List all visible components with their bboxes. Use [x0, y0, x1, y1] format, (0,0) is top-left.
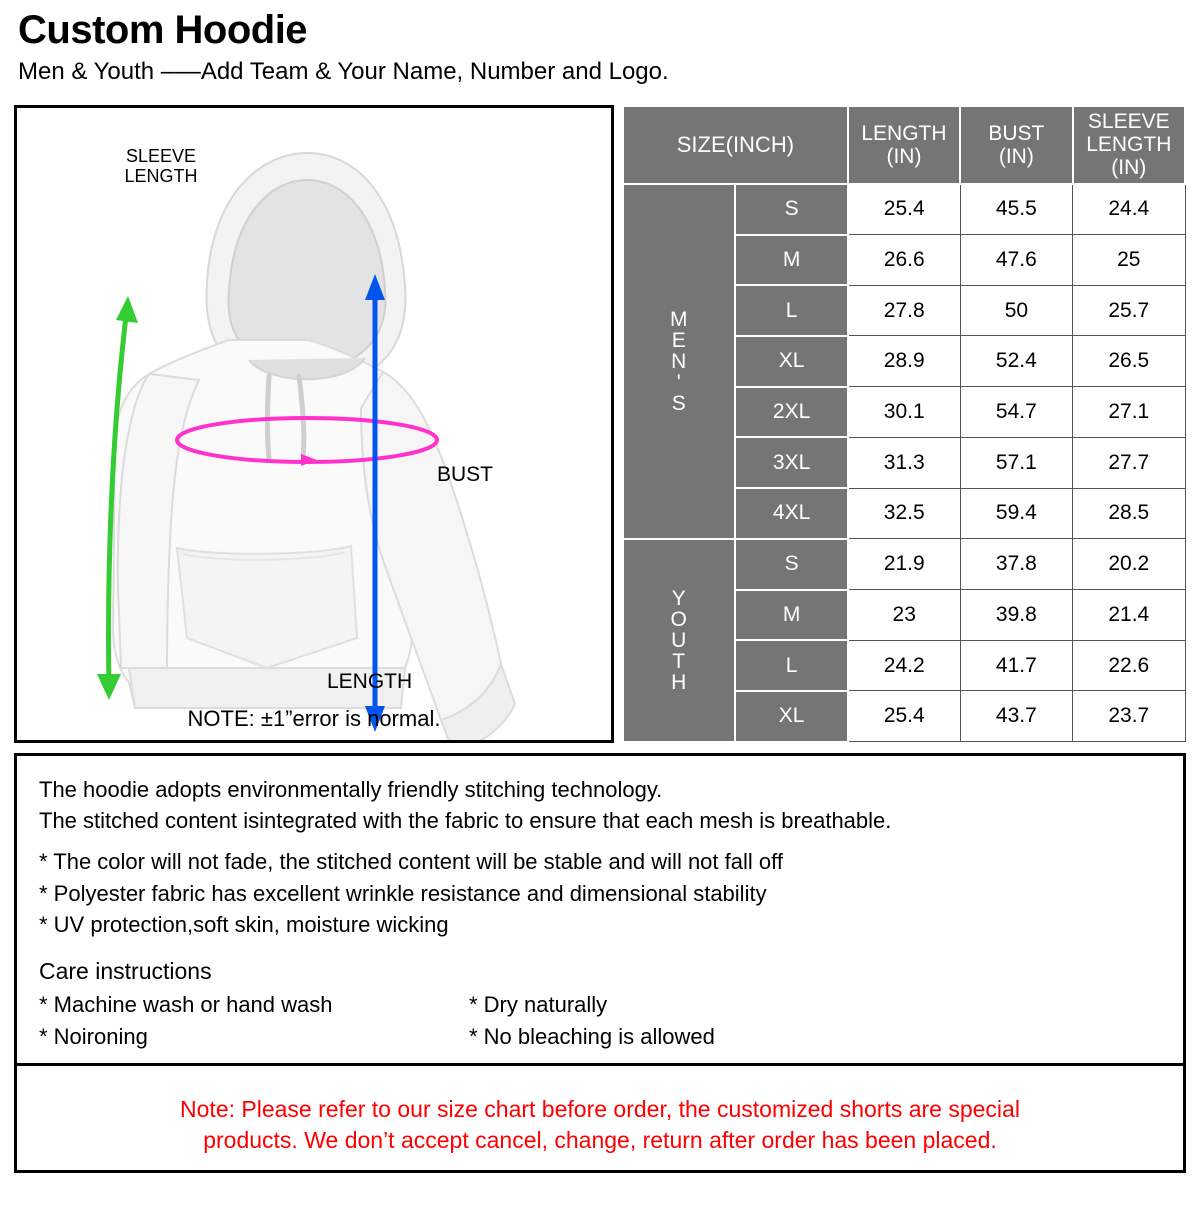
length-cell: 32.5	[848, 488, 960, 539]
care-column-left	[39, 989, 469, 1053]
length-cell: 21.9	[848, 539, 960, 590]
header-size: SIZE(INCH)	[623, 106, 848, 184]
info-line: * UV protection,soft skin, moisture wicking	[39, 911, 449, 937]
measure-note: NOTE: ±1”error is normal.	[187, 705, 441, 731]
care-item: * No bleaching is allowed	[469, 1023, 715, 1049]
length-cell: 24.2	[848, 640, 960, 691]
main-row	[14, 105, 1186, 743]
bust-cell: 57.1	[960, 437, 1072, 488]
bust-cell: 41.7	[960, 640, 1072, 691]
sleeve-length-label: SLEEVE LENGTH	[124, 145, 198, 187]
sleeve-cell: 27.7	[1073, 437, 1185, 488]
length-label: LENGTH	[327, 669, 413, 693]
bust-cell: 37.8	[960, 539, 1072, 590]
size-cell: XL	[735, 691, 847, 742]
bust-cell: 39.8	[960, 590, 1072, 641]
sleeve-cell: 27.1	[1073, 387, 1185, 438]
bust-cell: 52.4	[960, 336, 1072, 387]
header-length: LENGTH (IN)	[848, 106, 960, 184]
info-box	[14, 753, 1186, 1173]
bust-cell: 54.7	[960, 387, 1072, 438]
table-row	[623, 184, 1185, 235]
length-cell: 25.4	[848, 691, 960, 742]
info-line: * Polyester fabric has excellent wrinkle resistance and dimensional stability	[39, 880, 767, 906]
size-cell: 2XL	[735, 387, 847, 438]
size-cell: 4XL	[735, 488, 847, 539]
sleeve-cell: 25	[1073, 235, 1185, 286]
care-item: * Dry naturally	[469, 991, 608, 1017]
sleeve-cell: 24.4	[1073, 184, 1185, 235]
hoodie-illustration-box	[14, 105, 614, 743]
order-policy-note-line2: products. We don’t accept cancel, change, return after order has been placed.	[203, 1126, 997, 1153]
page-subtitle: Men & Youth –––Add Team & Your Name, Number and Logo.	[18, 58, 669, 85]
care-item: * Machine wash or hand wash	[39, 991, 333, 1017]
info-line: The hoodie adopts environmentally friendly stitching technology.	[39, 776, 663, 802]
spacer	[39, 836, 1161, 846]
sleeve-cell: 25.7	[1073, 285, 1185, 336]
size-cell: L	[735, 640, 847, 691]
length-cell: 31.3	[848, 437, 960, 488]
care-instructions-grid	[39, 989, 1161, 1053]
length-cell: 26.6	[848, 235, 960, 286]
care-instructions-title: Care instructions	[39, 957, 212, 984]
group-label-youth: Y O U T H	[623, 539, 735, 742]
size-cell: L	[735, 285, 847, 336]
size-table	[622, 105, 1186, 743]
bust-cell: 50	[960, 285, 1072, 336]
header-bust: BUST (IN)	[960, 106, 1072, 184]
length-cell: 23	[848, 590, 960, 641]
bust-label: BUST	[437, 462, 494, 486]
sleeve-cell: 26.5	[1073, 336, 1185, 387]
size-cell: M	[735, 235, 847, 286]
bust-cell: 43.7	[960, 691, 1072, 742]
header-sleeve-length: SLEEVE LENGTH (IN)	[1073, 106, 1185, 184]
page-title: Custom Hoodie	[18, 8, 308, 52]
size-cell: XL	[735, 336, 847, 387]
sleeve-cell: 21.4	[1073, 590, 1185, 641]
bust-cell: 59.4	[960, 488, 1072, 539]
sleeve-cell: 28.5	[1073, 488, 1185, 539]
sleeve-cell: 23.7	[1073, 691, 1185, 742]
group-label-mens: M E N ' S	[623, 184, 735, 539]
order-policy-note	[39, 1094, 1161, 1156]
size-cell: S	[735, 539, 847, 590]
bust-cell: 45.5	[960, 184, 1072, 235]
size-chart-page	[0, 8, 1200, 1208]
length-cell: 28.9	[848, 336, 960, 387]
care-column-right	[469, 989, 899, 1053]
divider	[17, 1063, 1183, 1066]
care-item: * Noironing	[39, 1023, 148, 1049]
table-row	[623, 539, 1185, 590]
bust-cell: 47.6	[960, 235, 1072, 286]
size-cell: S	[735, 184, 847, 235]
sleeve-cell: 22.6	[1073, 640, 1185, 691]
info-line: * The color will not fade, the stitched content will be stable and will not fall off	[39, 849, 783, 875]
size-cell: M	[735, 590, 847, 641]
order-policy-note-line1: Note: Please refer to our size chart before order, the customized shorts are special	[180, 1095, 1020, 1122]
info-line: The stitched content isintegrated with the fabric to ensure that each mesh is breathable.	[39, 808, 892, 834]
length-cell: 25.4	[848, 184, 960, 235]
size-cell: 3XL	[735, 437, 847, 488]
hoodie-diagram	[17, 108, 611, 740]
table-header-row	[623, 106, 1185, 184]
size-table-wrap	[622, 105, 1186, 743]
sleeve-cell: 20.2	[1073, 539, 1185, 590]
length-cell: 30.1	[848, 387, 960, 438]
length-cell: 27.8	[848, 285, 960, 336]
